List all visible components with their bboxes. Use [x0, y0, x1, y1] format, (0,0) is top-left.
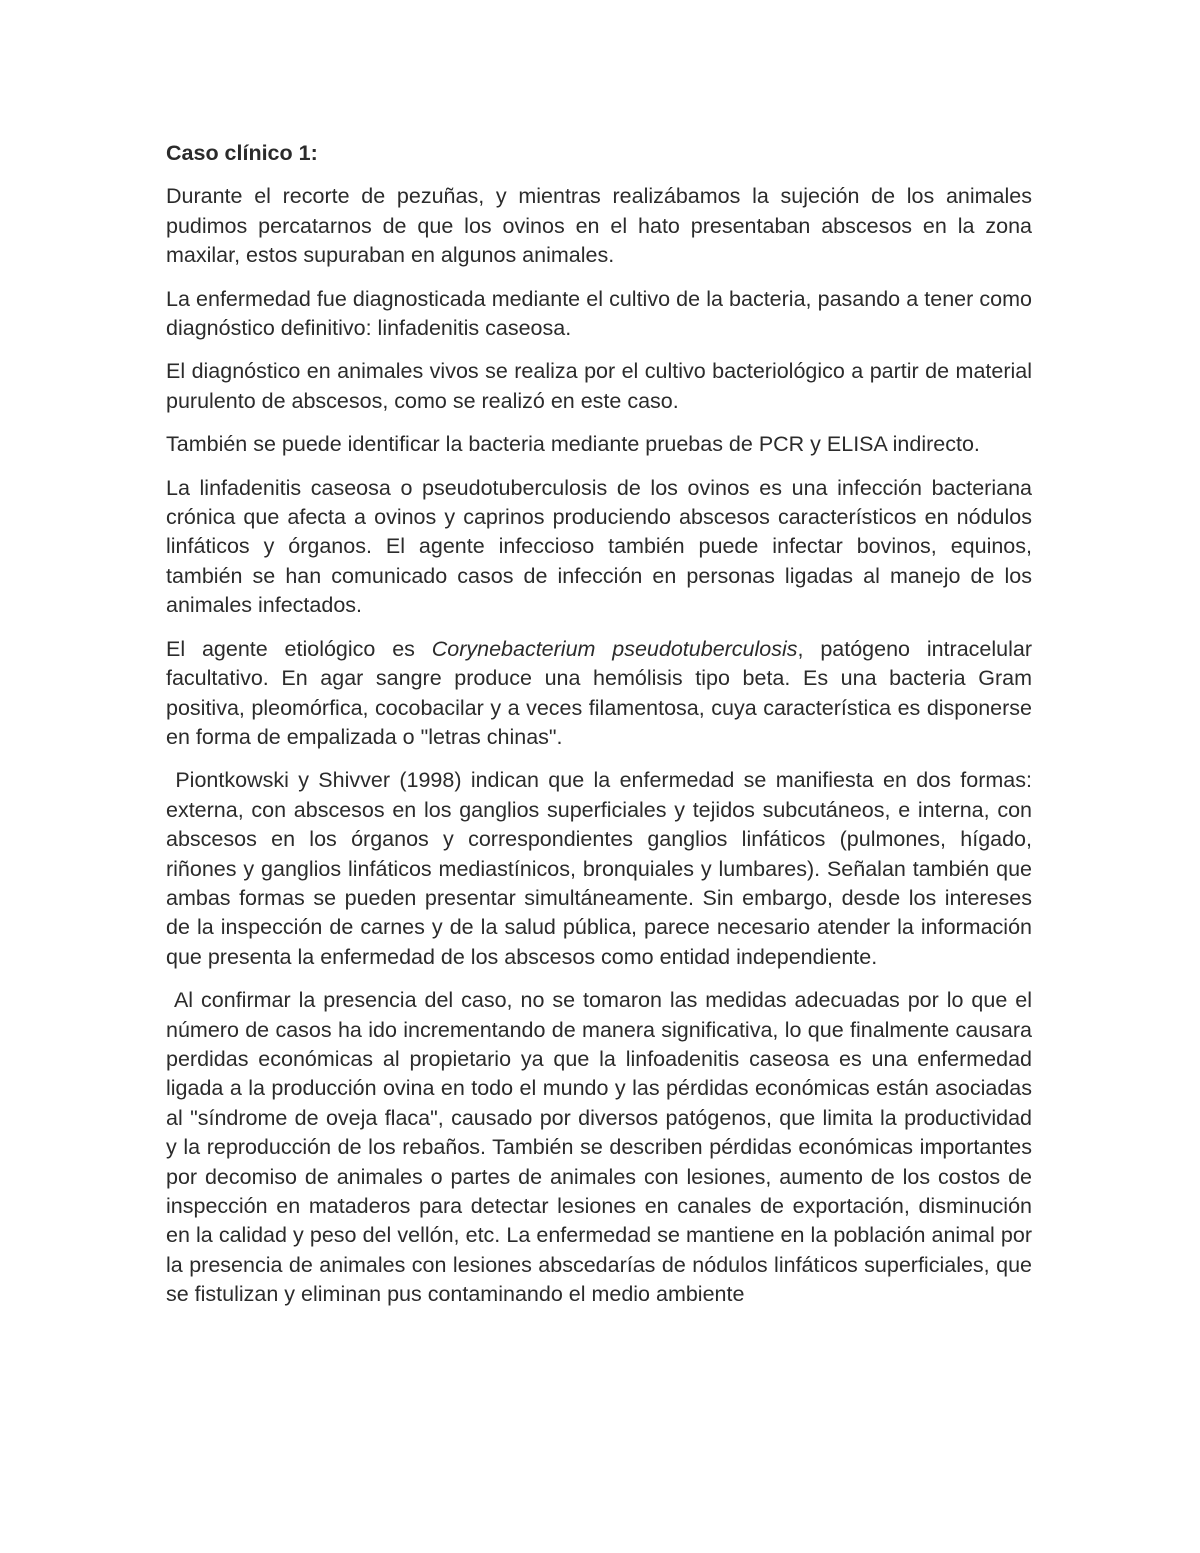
- species-name: Corynebacterium pseudotuberculosis: [431, 636, 798, 661]
- paragraph-2: La enfermedad fue diagnosticada mediante el cultivo de la bacteria, pasando a tener como diagnóstico definitivo: linfadenitis caseosa.: [166, 286, 1032, 341]
- paragraph-5: La linfadenitis caseosa o pseudotuberculosis de los ovinos es una infección bacteriana crónica que afecta a ovinos y caprinos produciendo abscesos característicos en nódulos linfáticos y órganos. El agente infeccioso también puede infectar bovinos, equinos, también se han comunicado casos de infección en personas ligadas al manejo de los animales infectados.: [166, 475, 1032, 618]
- paragraph-7-text: Piontkowski y Shivver (1998) indican que la enfermedad se manifiesta en dos formas: externa, con abscesos en los ganglios superficiales y tejidos subcutáneos, e interna, con abscesos en los órganos y correspondientes ganglios linfáticos (pulmones, hígado, riñones y ganglios linfáticos mediastínicos, bronquiales y lumbares). Señalan también que ambas formas se pueden presentar simultáneamente. Sin embargo, desde los intereses de la inspección de carnes y de la salud pública, parece necesario atender la información que presenta la enfermedad de los abscesos como entidad independiente.: [166, 768, 1032, 969]
- page-title: Caso clínico 1:: [166, 141, 318, 165]
- paragraph-1: Durante el recorte de pezuñas, y mientras realizábamos la sujeción de los animales pudimos percatarnos de que los ovinos en el hato presentaban abscesos en la zona maxilar, estos supuraban en algunos animales.: [166, 184, 1032, 268]
- paragraph-8-text: Al confirmar la presencia del caso, no se tomaron las medidas adecuadas por lo que el número de casos ha ido incrementando de manera significativa, lo que finalmente causara perdidas económicas al propietario ya que la linfoadenitis caseosa es una enfermedad ligada a la producción ovina en todo el mundo y las pérdidas económicas están asociadas al "síndrome de oveja flaca", causado por diversos patógenos, que limita la productividad y la reproducción de los rebaños. También se describen pérdidas económicas importantes por decomiso de animales o partes de animales con lesiones, aumento de los costos de inspección en mataderos para detectar lesiones en canales de exportación, disminución en la calidad y peso del vellón, etc. La enfermedad se mantiene en la población animal por la presencia de animales con lesiones abscedarías de nódulos linfáticos superficiales, que se fistulizan y eliminan pus contaminando el medio ambiente: [166, 988, 1032, 1307]
- document-body: [166, 139, 1032, 1310]
- paragraph-7: [166, 766, 1032, 972]
- paragraph-3: El diagnóstico en animales vivos se realiza por el cultivo bacteriológico a partir de material purulento de abscesos, como se realizó en este caso.: [166, 359, 1032, 413]
- paragraph-6-intro: El agente etiológico es: [166, 636, 432, 661]
- paragraph-6-rest: , patógeno intracelular facultativo. En agar sangre produce una hemólisis tipo beta. Es una bacteria Gram positiva, pleomórfica, cocobacilar y a veces filamentosa, cuya característica es disponerse en forma de empalizada o "letras chinas".: [166, 636, 1032, 749]
- paragraph-6: [166, 635, 1032, 753]
- paragraph-8: [166, 986, 1032, 1309]
- paragraph-4: También se puede identificar la bacteria mediante pruebas de PCR y ELISA indirecto.: [166, 432, 980, 457]
